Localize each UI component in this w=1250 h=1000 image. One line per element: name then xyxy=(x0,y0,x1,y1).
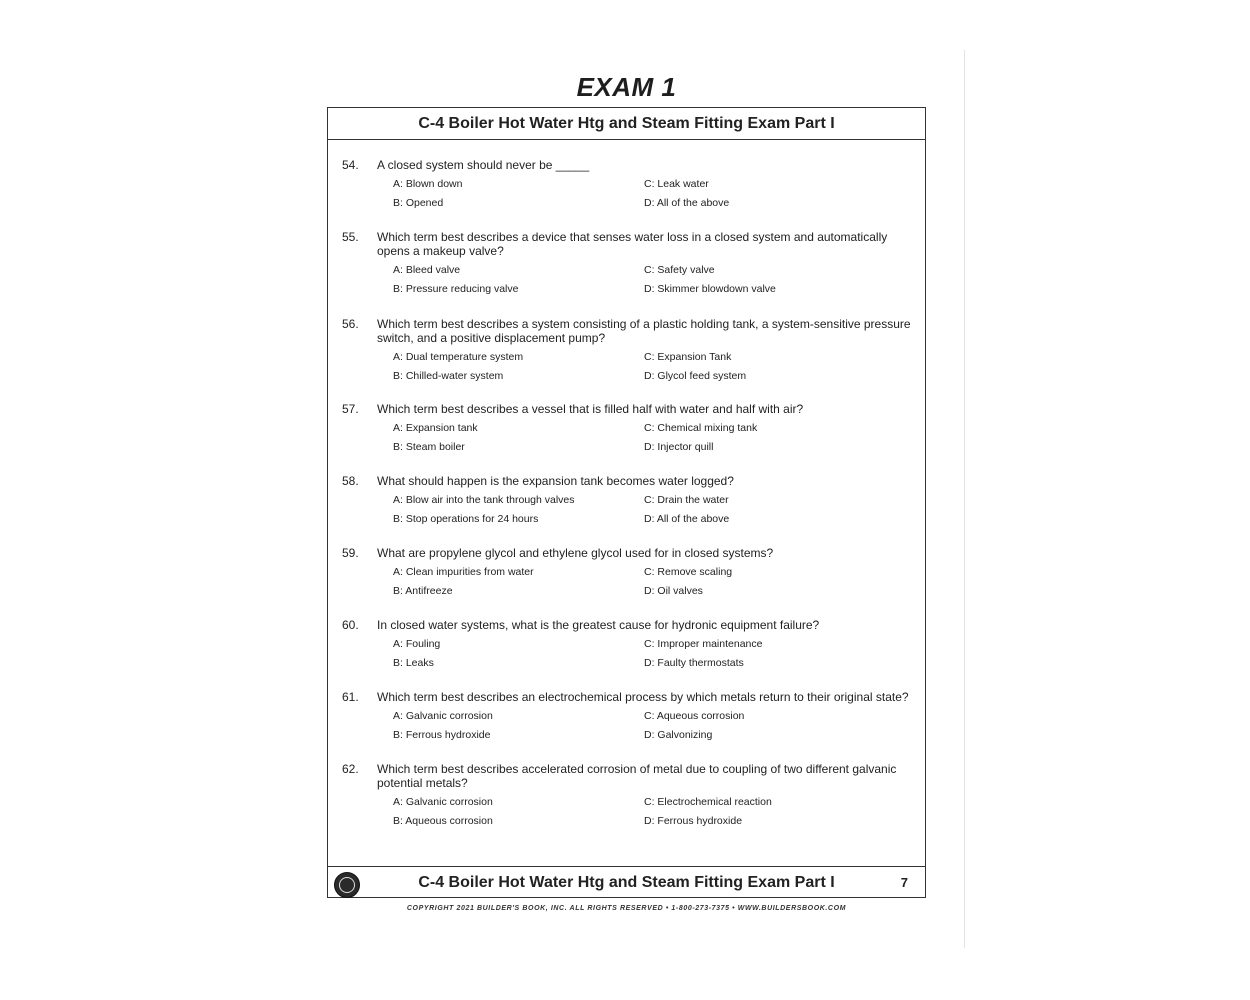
option-b: B: Leaks xyxy=(393,657,434,669)
option-a: A: Bleed valve xyxy=(393,264,461,276)
option-b: B: Ferrous hydroxide xyxy=(393,729,491,741)
option-a: A: Dual temperature system xyxy=(393,351,524,363)
question-number: 56. xyxy=(342,317,359,331)
copyright-line: COPYRIGHT 2021 BUILDER'S BOOK, INC. ALL RIGHTS RESERVED • 1-800-273-7375 • WWW.BUILDERSBOOK.COM xyxy=(406,905,847,912)
question-text: Which term best describes an electrochemical process by which metals return to their original state? xyxy=(377,690,909,704)
footer-title: C-4 Boiler Hot Water Htg and Steam Fitting Exam Part I xyxy=(418,874,835,891)
option-b: B: Chilled-water system xyxy=(393,370,504,382)
footer-bar xyxy=(328,866,925,898)
exam-title: EXAM 1 xyxy=(576,72,677,102)
page-number: 7 xyxy=(900,875,908,890)
option-c: C: Improper maintenance xyxy=(644,638,763,650)
question-number: 55. xyxy=(342,230,359,244)
option-c: C: Aqueous corrosion xyxy=(644,710,745,722)
option-b: B: Steam boiler xyxy=(393,441,465,453)
option-d: D: All of the above xyxy=(644,513,730,525)
option-c: C: Remove scaling xyxy=(644,566,733,578)
option-d: D: Injector quill xyxy=(644,441,714,453)
question-text: Which term best describes a device that senses water loss in a closed system and automatically opens a makeup valve? xyxy=(377,230,888,258)
option-b: B: Antifreeze xyxy=(393,585,453,597)
option-d: D: All of the above xyxy=(644,197,730,209)
question-text: A closed system should never be _____ xyxy=(377,158,590,172)
option-a: A: Fouling xyxy=(393,638,441,650)
option-b: B: Opened xyxy=(393,197,444,209)
option-c: C: Drain the water xyxy=(644,494,729,506)
option-a: A: Expansion tank xyxy=(393,422,478,434)
question-number: 54. xyxy=(342,158,359,172)
question-text: What should happen is the expansion tank becomes water logged? xyxy=(377,474,734,488)
header-title: C-4 Boiler Hot Water Htg and Steam Fitting Exam Part I xyxy=(328,108,925,140)
question-number: 58. xyxy=(342,474,359,488)
option-c: C: Electrochemical reaction xyxy=(644,796,772,808)
question-number: 60. xyxy=(342,618,359,632)
option-c: C: Chemical mixing tank xyxy=(644,422,758,434)
question-text: Which term best describes accelerated corrosion of metal due to coupling of two different galvanic potential metals? xyxy=(377,762,897,790)
option-a: A: Blown down xyxy=(393,178,463,190)
page-edge-divider xyxy=(964,50,965,948)
option-d: D: Skimmer blowdown valve xyxy=(644,283,776,295)
question-number: 57. xyxy=(342,402,359,416)
question-number: 59. xyxy=(342,546,359,560)
option-d: D: Glycol feed system xyxy=(644,370,747,382)
option-c: C: Safety valve xyxy=(644,264,715,276)
option-c: C: Expansion Tank xyxy=(644,351,732,363)
question-number: 61. xyxy=(342,690,359,704)
option-c: C: Leak water xyxy=(644,178,709,190)
option-a: A: Galvanic corrosion xyxy=(393,796,493,808)
option-a: A: Clean impurities from water xyxy=(393,566,534,578)
option-b: B: Aqueous corrosion xyxy=(393,815,493,827)
option-d: D: Oil valves xyxy=(644,585,703,597)
question-text: Which term best describes a system consisting of a plastic holding tank, a system-sensitive pressure switch, and a positive displacement pump? xyxy=(377,317,911,345)
option-a: A: Blow air into the tank through valves xyxy=(393,494,575,506)
exam-page-box xyxy=(327,107,926,898)
option-d: D: Faulty thermostats xyxy=(644,657,744,669)
option-a: A: Galvanic corrosion xyxy=(393,710,493,722)
option-d: D: Ferrous hydroxide xyxy=(644,815,743,827)
question-text: Which term best describes a vessel that is filled half with water and half with air? xyxy=(377,402,804,416)
option-b: B: Stop operations for 24 hours xyxy=(393,513,539,525)
option-d: D: Galvonizing xyxy=(644,729,713,741)
question-text: In closed water systems, what is the greatest cause for hydronic equipment failure? xyxy=(377,618,820,632)
option-b: B: Pressure reducing valve xyxy=(393,283,519,295)
question-number: 62. xyxy=(342,762,359,776)
question-text: What are propylene glycol and ethylene glycol used for in closed systems? xyxy=(377,546,774,560)
